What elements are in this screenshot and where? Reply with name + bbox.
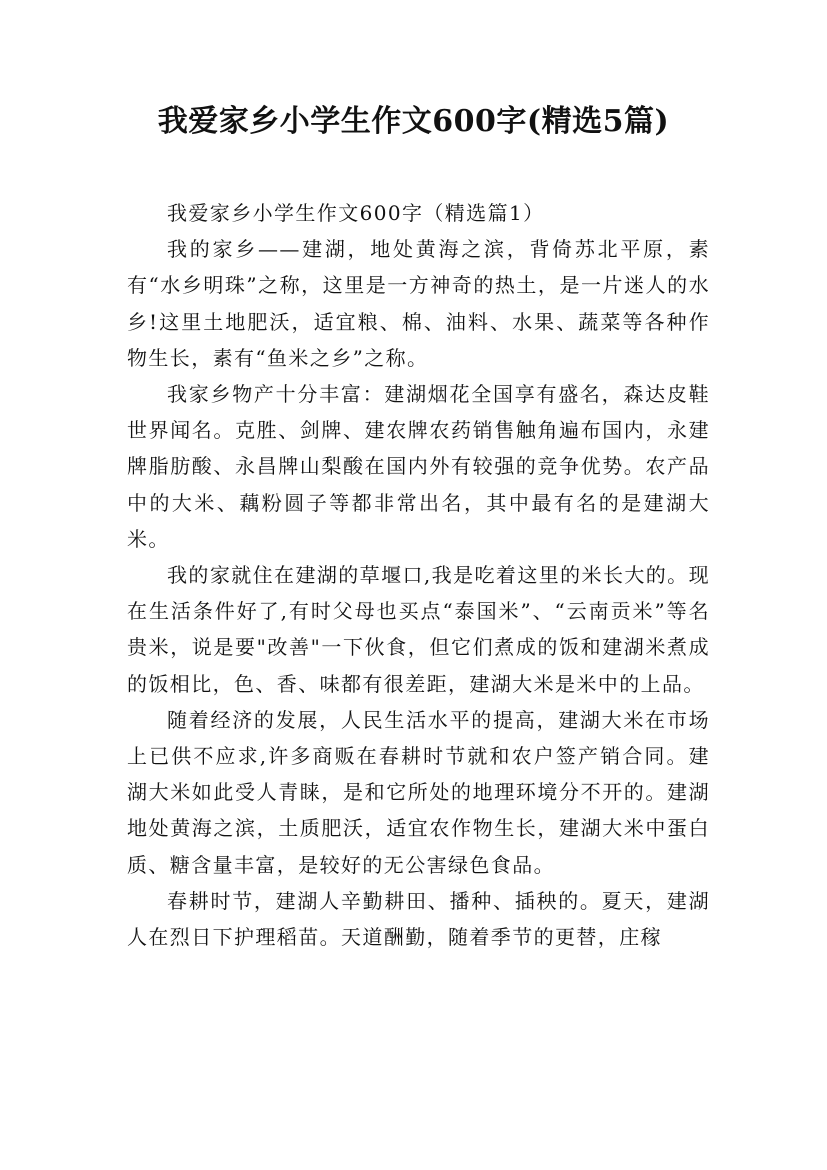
paragraph: 随着经济的发展，人民生活水平的提高，建湖大米在市场上已供不应求,许多商贩在春耕时节就和农户签产销合同。建湖大米如此受人青睐，是和它所处的地理环境分不开的。建湖地处黄海之滨，土质肥沃，适宜农作物生长，建湖大米中蛋白质、糖含量丰富，是较好的无公害绿色食品。 (127, 707, 710, 877)
paragraph: 我家乡物产十分丰富：建湖烟花全国享有盛名，森达皮鞋世界闻名。克胜、剑牌、建农牌农药销售触角遍布国内，永建牌脂肪酸、永昌牌山梨酸在国内外有较强的竞争优势。农产品中的大米、藕粉圆子等都非常出名，其中最有名的是建湖大米。 (127, 382, 710, 551)
paragraph: 我的家乡——建湖，地处黄海之滨，背倚苏北平原，素有“水乡明珠”之称，这里是一方神奇的热土，是一片迷人的水乡!这里土地肥沃，适宜粮、棉、油料、水果、蔬菜等各种作物生长，素有“鱼米之乡”之称。 (127, 237, 710, 370)
document-body (127, 195, 710, 955)
document-title: 我爱家乡小学生作文600字(精选5篇) (157, 104, 670, 139)
section-heading: 我爱家乡小学生作文600字（精选篇1） (167, 201, 545, 225)
paragraph: 春耕时节，建湖人辛勤耕田、播种、插秧的。夏天，建湖人在烈日下护理稻苗。天道酬勤，随着季节的更替，庄稼 (127, 888, 710, 950)
paragraph: 我的家就住在建湖的草堰口,我是吃着这里的米长大的。现在生活条件好了,有时父母也买点“泰国米”、“云南贡米”等名贵米，说是要"改善"一下伙食，但它们煮成的饭和建湖米煮成的饭相比，色、香、味都有很差距，建湖大米是米中的上品。 (127, 563, 710, 696)
